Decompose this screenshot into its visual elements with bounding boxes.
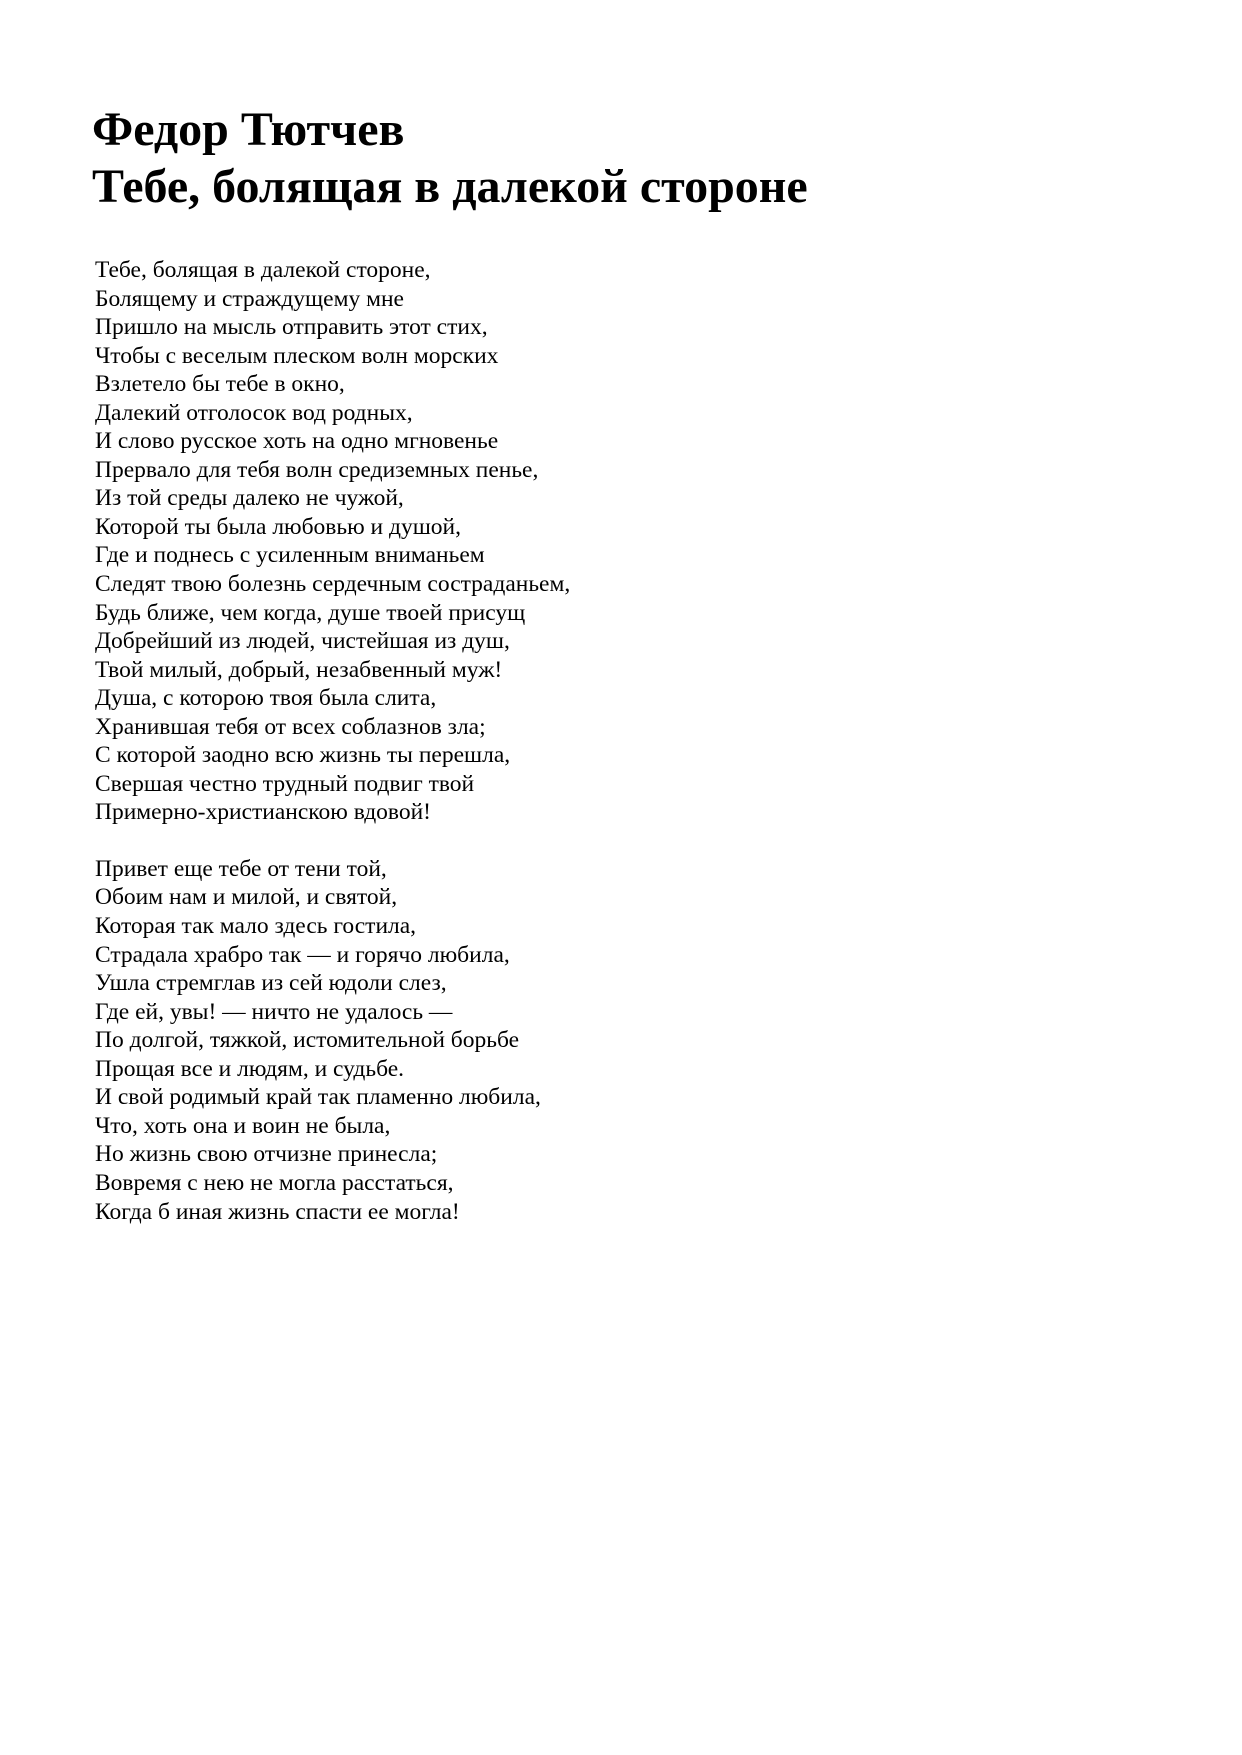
verse-line: Прощая все и людям, и судьбе. xyxy=(95,1055,405,1082)
verse-line: Свершая честно трудный подвиг твой xyxy=(95,770,475,797)
verse-line: Взлетело бы тебе в окно, xyxy=(95,371,345,398)
verse-line: Тебе, болящая в далекой стороне, xyxy=(95,257,431,283)
document-header xyxy=(92,101,1192,215)
verse-line: Следят твою болезнь сердечным состраданьем, xyxy=(95,571,571,598)
verse-line: Чтобы с веселым плеском волн морских xyxy=(95,342,499,369)
verse-line: Ушла стремглав из сей юдоли слез, xyxy=(95,970,447,997)
author-name: Федор Тютчев xyxy=(92,103,405,156)
verse-line: Где ей, увы! — ничто не удалось — xyxy=(95,998,453,1025)
verse-line: Пришло на мысль отправить этот стих, xyxy=(95,314,488,341)
poem-body xyxy=(95,256,1195,1226)
verse-line: Обоим нам и милой, и святой, xyxy=(95,884,398,911)
verse-line: Будь ближе, чем когда, душе твоей присущ xyxy=(95,599,526,626)
verse-line: Но жизнь свою отчизне принесла; xyxy=(95,1141,438,1168)
verse-line: Что, хоть она и воин не была, xyxy=(95,1112,391,1139)
verse-line: Которой ты была любовью и душой, xyxy=(95,513,462,540)
verse-line: Вовремя с нею не могла расстаться, xyxy=(95,1169,454,1196)
stanza-1 xyxy=(95,256,1195,827)
verse-line: Когда б иная жизнь спасти ее могла! xyxy=(95,1198,460,1225)
verse-line: По долгой, тяжкой, истомительной борьбе xyxy=(95,1027,520,1054)
verse-line: Прервало для тебя волн средиземных пенье, xyxy=(95,456,539,483)
verse-line: Добрейший из людей, чистейшая из душ, xyxy=(95,628,510,655)
verse-line: Страдала храбро так — и горячо любила, xyxy=(95,941,510,968)
verse-line: Примерно-христианскою вдовой! xyxy=(95,799,431,826)
poem-title: Тебе, болящая в далекой стороне xyxy=(92,160,808,213)
verse-line: Привет еще тебе от тени той, xyxy=(95,855,387,882)
verse-line: Твой милый, добрый, незабвенный муж! xyxy=(95,656,503,683)
verse-line: Душа, с которою твоя была слита, xyxy=(95,685,437,712)
verse-line: Болящему и страждущему мне xyxy=(95,285,404,312)
verse-line: Из той среды далеко не чужой, xyxy=(95,485,404,512)
verse-line: И свой родимый край так пламенно любила, xyxy=(95,1084,541,1111)
verse-line: Которая так мало здесь гостила, xyxy=(95,913,417,940)
verse-line: Далекий отголосок вод родных, xyxy=(95,399,413,426)
verse-line: Где и поднесь с усиленным вниманьем xyxy=(95,542,485,569)
verse-line: Хранившая тебя от всех соблазнов зла; xyxy=(95,713,486,740)
verse-line: И слово русское хоть на одно мгновенье xyxy=(95,428,499,455)
stanza-2 xyxy=(95,855,1195,1226)
verse-line: С которой заодно всю жизнь ты перешла, xyxy=(95,742,511,769)
